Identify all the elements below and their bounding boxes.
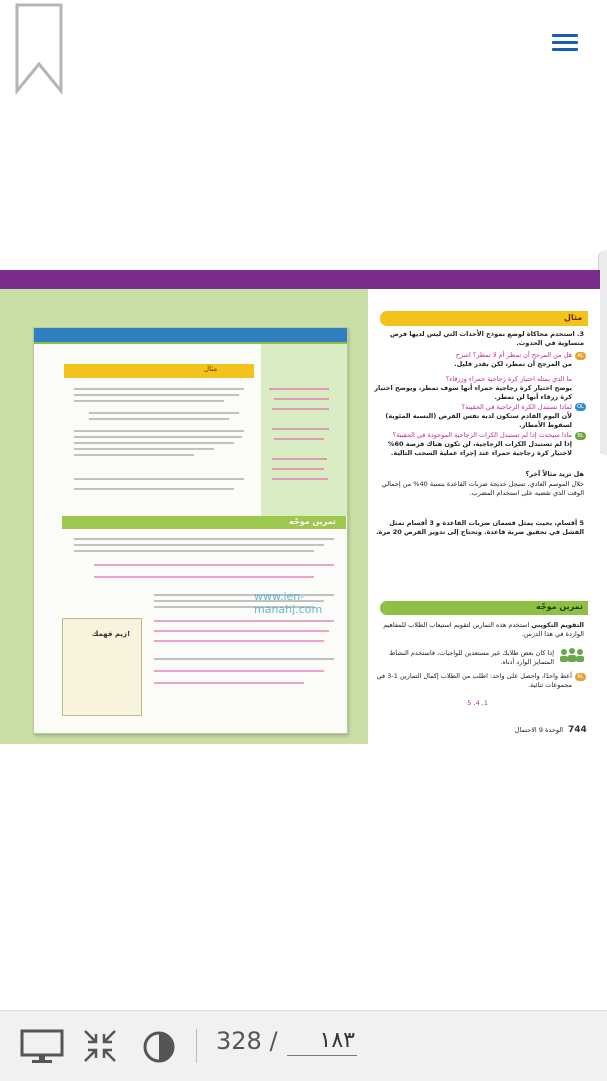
watermark: www.ien-manahj.com (254, 590, 323, 616)
inner-box-title: زيم فهمك! (92, 630, 131, 638)
partner-activity: أعط واحدًا، واحصل على واحد: اطلب من الطلاب إكمال التمارين 1-3 في مجموعات ثنائية. (376, 672, 572, 689)
problem-number: 3. (576, 330, 584, 338)
left-page (0, 289, 368, 744)
practice-paragraph (374, 621, 584, 639)
bottom-toolbar (0, 1010, 607, 1081)
page-separator: / (269, 1027, 278, 1055)
problem-text (374, 330, 584, 348)
students-icon (558, 647, 586, 663)
toolbar-divider (196, 1029, 197, 1063)
question-2: ما الذي يمثله اختيار كرة زجاجية حمراء وزرقاء؟ (445, 375, 572, 383)
page-top-band (0, 270, 600, 289)
page-spread (0, 270, 600, 744)
question-4: ماذا سيحدث إذا لم تستبدل الكرات الزجاجية الموجودة في الحقيبة؟ (392, 431, 572, 439)
compress-icon[interactable] (82, 1028, 118, 1064)
inner-practice-tag: تمرين موجّه (289, 517, 336, 526)
question-3: لماذا نستبدل الكرة الزجاجية في الحقيبة؟ (461, 403, 572, 411)
monitor-icon[interactable] (20, 1029, 64, 1065)
current-page-number: 328 (216, 1027, 262, 1055)
extra-example-answer: 5 أقسام، بحيث يمثل قسمان ضربات القاعدة و 3 أقسام تمثل الفشل في تحقيق ضربة قاعدة. وتحتاج إلى تدوير القرص 20 مرة. (376, 519, 584, 536)
example-tag: مثال (564, 313, 583, 322)
level-badge-al-2: AL (575, 673, 586, 681)
student-edition-thumbnail (33, 327, 348, 734)
current-page-indicator (216, 1027, 278, 1055)
right-page (368, 289, 600, 744)
practice-tag: تمرين موجّه (536, 602, 583, 611)
contrast-icon[interactable] (142, 1030, 176, 1064)
inner-example-tag: مثال (204, 365, 218, 373)
answer-3: لأن اليوم القادم ستكون لديه نفس الفرص (النسبة المئوية) لسقوط الأمطار. (385, 412, 572, 429)
differentiation-note: إذا كان بعض طلابك غير مستعدين للواجبات، فاستخدم النشاط المتمايز الوارد أدناه. (389, 649, 554, 666)
bookmark-icon[interactable] (14, 2, 64, 94)
example-tag-bar (380, 311, 588, 326)
question-1: هل من المرجح أن تمطر أم لا تمطر؟ اشرح (455, 351, 572, 359)
answer-2: يوضح اختيار كرة زجاجية حمراء أنها سوف تمطر، ويوضح اختيار كرة زرقاء أنها لن تمطر. (374, 384, 572, 401)
practice-head: التقويم التكويني (531, 621, 584, 629)
level-badge-bl: BL (575, 432, 586, 440)
answer-4: إذا لم تستبدل الكرات الزجاجية، لن تكون هناك فرصة 60% لاختيار كرة زجاجية حمراء عند إجراء عملية السحب التالية. (387, 440, 572, 457)
problem-statement: استخدم محاكاة لوضع نموذج الأحداث التي ليس لديها فرص متساوية في الحدوث. (389, 330, 584, 347)
practice-text: استخدم هذه التمارين لتقويم استيعاب الطلاب للمفاهيم الواردة في هذا الدرس. (383, 621, 584, 638)
extra-example-question: هل تريد مثالاً آخر؟ (525, 470, 584, 478)
page-number: 744 (568, 725, 587, 735)
extra-example-text: خلال الموسم العادي، تسجل خديجة ضربات القاعدة بنسبة 40% من إجمالي الوقت الذي تقضيه على استخدام المضرب. (381, 480, 584, 497)
level-badge-ol: OL (575, 403, 586, 411)
level-badge-al: AL (575, 352, 586, 360)
exercise-ref: 1, 4, 5 (467, 699, 488, 707)
page-jump-input[interactable] (287, 1025, 357, 1056)
unit-footer: الوحدة 9 الاحتمال (514, 726, 563, 734)
answer-1: من المرجح أن تمطر، لكن بقدر قليل. (454, 360, 572, 368)
menu-icon[interactable] (552, 34, 578, 52)
